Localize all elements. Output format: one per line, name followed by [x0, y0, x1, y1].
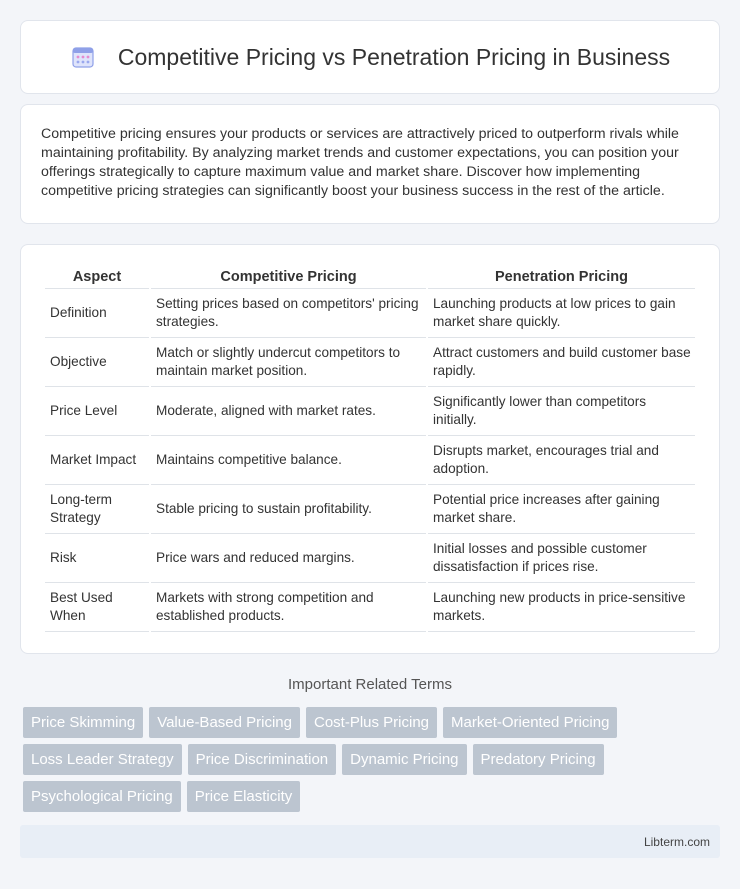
related-term-tag[interactable]: Price Skimming: [23, 707, 143, 738]
table-row: [45, 338, 695, 387]
competitive-cell: Setting prices based on competitors' pricing strategies.: [151, 289, 426, 338]
penetration-cell: Disrupts market, encourages trial and adoption.: [428, 436, 695, 485]
aspect-cell: Best Used When: [45, 583, 149, 632]
penetration-cell: Significantly lower than competitors initially.: [428, 387, 695, 436]
penetration-cell: Launching products at low prices to gain market share quickly.: [428, 289, 695, 338]
column-header: Aspect: [45, 265, 149, 289]
competitive-cell: Price wars and reduced margins.: [151, 534, 426, 583]
aspect-cell: Market Impact: [45, 436, 149, 485]
related-terms-title: Important Related Terms: [288, 676, 452, 693]
footer-link[interactable]: Libterm.com: [643, 835, 710, 849]
calendar-icon: [70, 44, 96, 70]
related-term-tag[interactable]: Psychological Pricing: [23, 781, 181, 812]
table-header-row: [45, 265, 695, 289]
column-header: Penetration Pricing: [428, 265, 695, 289]
related-term-tag[interactable]: Value-Based Pricing: [149, 707, 300, 738]
penetration-cell: Launching new products in price-sensitive markets.: [428, 583, 695, 632]
related-term-tag[interactable]: Price Elasticity: [187, 781, 301, 812]
related-terms-list: [23, 707, 713, 818]
footer: [20, 825, 720, 858]
competitive-cell: Markets with strong competition and established products.: [151, 583, 426, 632]
comparison-card: [20, 244, 720, 654]
competitive-cell: Maintains competitive balance.: [151, 436, 426, 485]
related-term-tag[interactable]: Market-Oriented Pricing: [443, 707, 617, 738]
aspect-cell: Objective: [45, 338, 149, 387]
penetration-cell: Potential price increases after gaining market share.: [428, 485, 695, 534]
table-row: [45, 485, 695, 534]
comparison-table: [43, 265, 697, 632]
aspect-cell: Definition: [45, 289, 149, 338]
aspect-cell: Risk: [45, 534, 149, 583]
related-term-tag[interactable]: Cost-Plus Pricing: [306, 707, 437, 738]
penetration-cell: Initial losses and possible customer dissatisfaction if prices rise.: [428, 534, 695, 583]
table-row: [45, 583, 695, 632]
competitive-cell: Moderate, aligned with market rates.: [151, 387, 426, 436]
related-term-tag[interactable]: Price Discrimination: [188, 744, 337, 775]
table-row: [45, 289, 695, 338]
competitive-cell: Stable pricing to sustain profitability.: [151, 485, 426, 534]
competitive-cell: Match or slightly undercut competitors to maintain market position.: [151, 338, 426, 387]
intro-text: Competitive pricing ensures your products or services are attractively priced to outperform rivals while maintaining profitability. By analyzing market trends and customer expectations, you can position your offerings strategically to capture maximum value and market share. Discover how implementing competitive pricing strategies can significantly boost your business success in the rest of the article.: [41, 126, 679, 199]
table-row: [45, 387, 695, 436]
aspect-cell: Long-term Strategy: [45, 485, 149, 534]
related-term-tag[interactable]: Predatory Pricing: [473, 744, 604, 775]
page-title: Competitive Pricing vs Penetration Pricing in Business: [117, 43, 671, 70]
table-row: [45, 436, 695, 485]
column-header: Competitive Pricing: [151, 265, 426, 289]
related-term-tag[interactable]: Loss Leader Strategy: [23, 744, 182, 775]
related-term-tag[interactable]: Dynamic Pricing: [342, 744, 466, 775]
table-row: [45, 534, 695, 583]
header-card: [20, 20, 720, 94]
penetration-cell: Attract customers and build customer base rapidly.: [428, 338, 695, 387]
aspect-cell: Price Level: [45, 387, 149, 436]
intro-card: [20, 104, 720, 224]
